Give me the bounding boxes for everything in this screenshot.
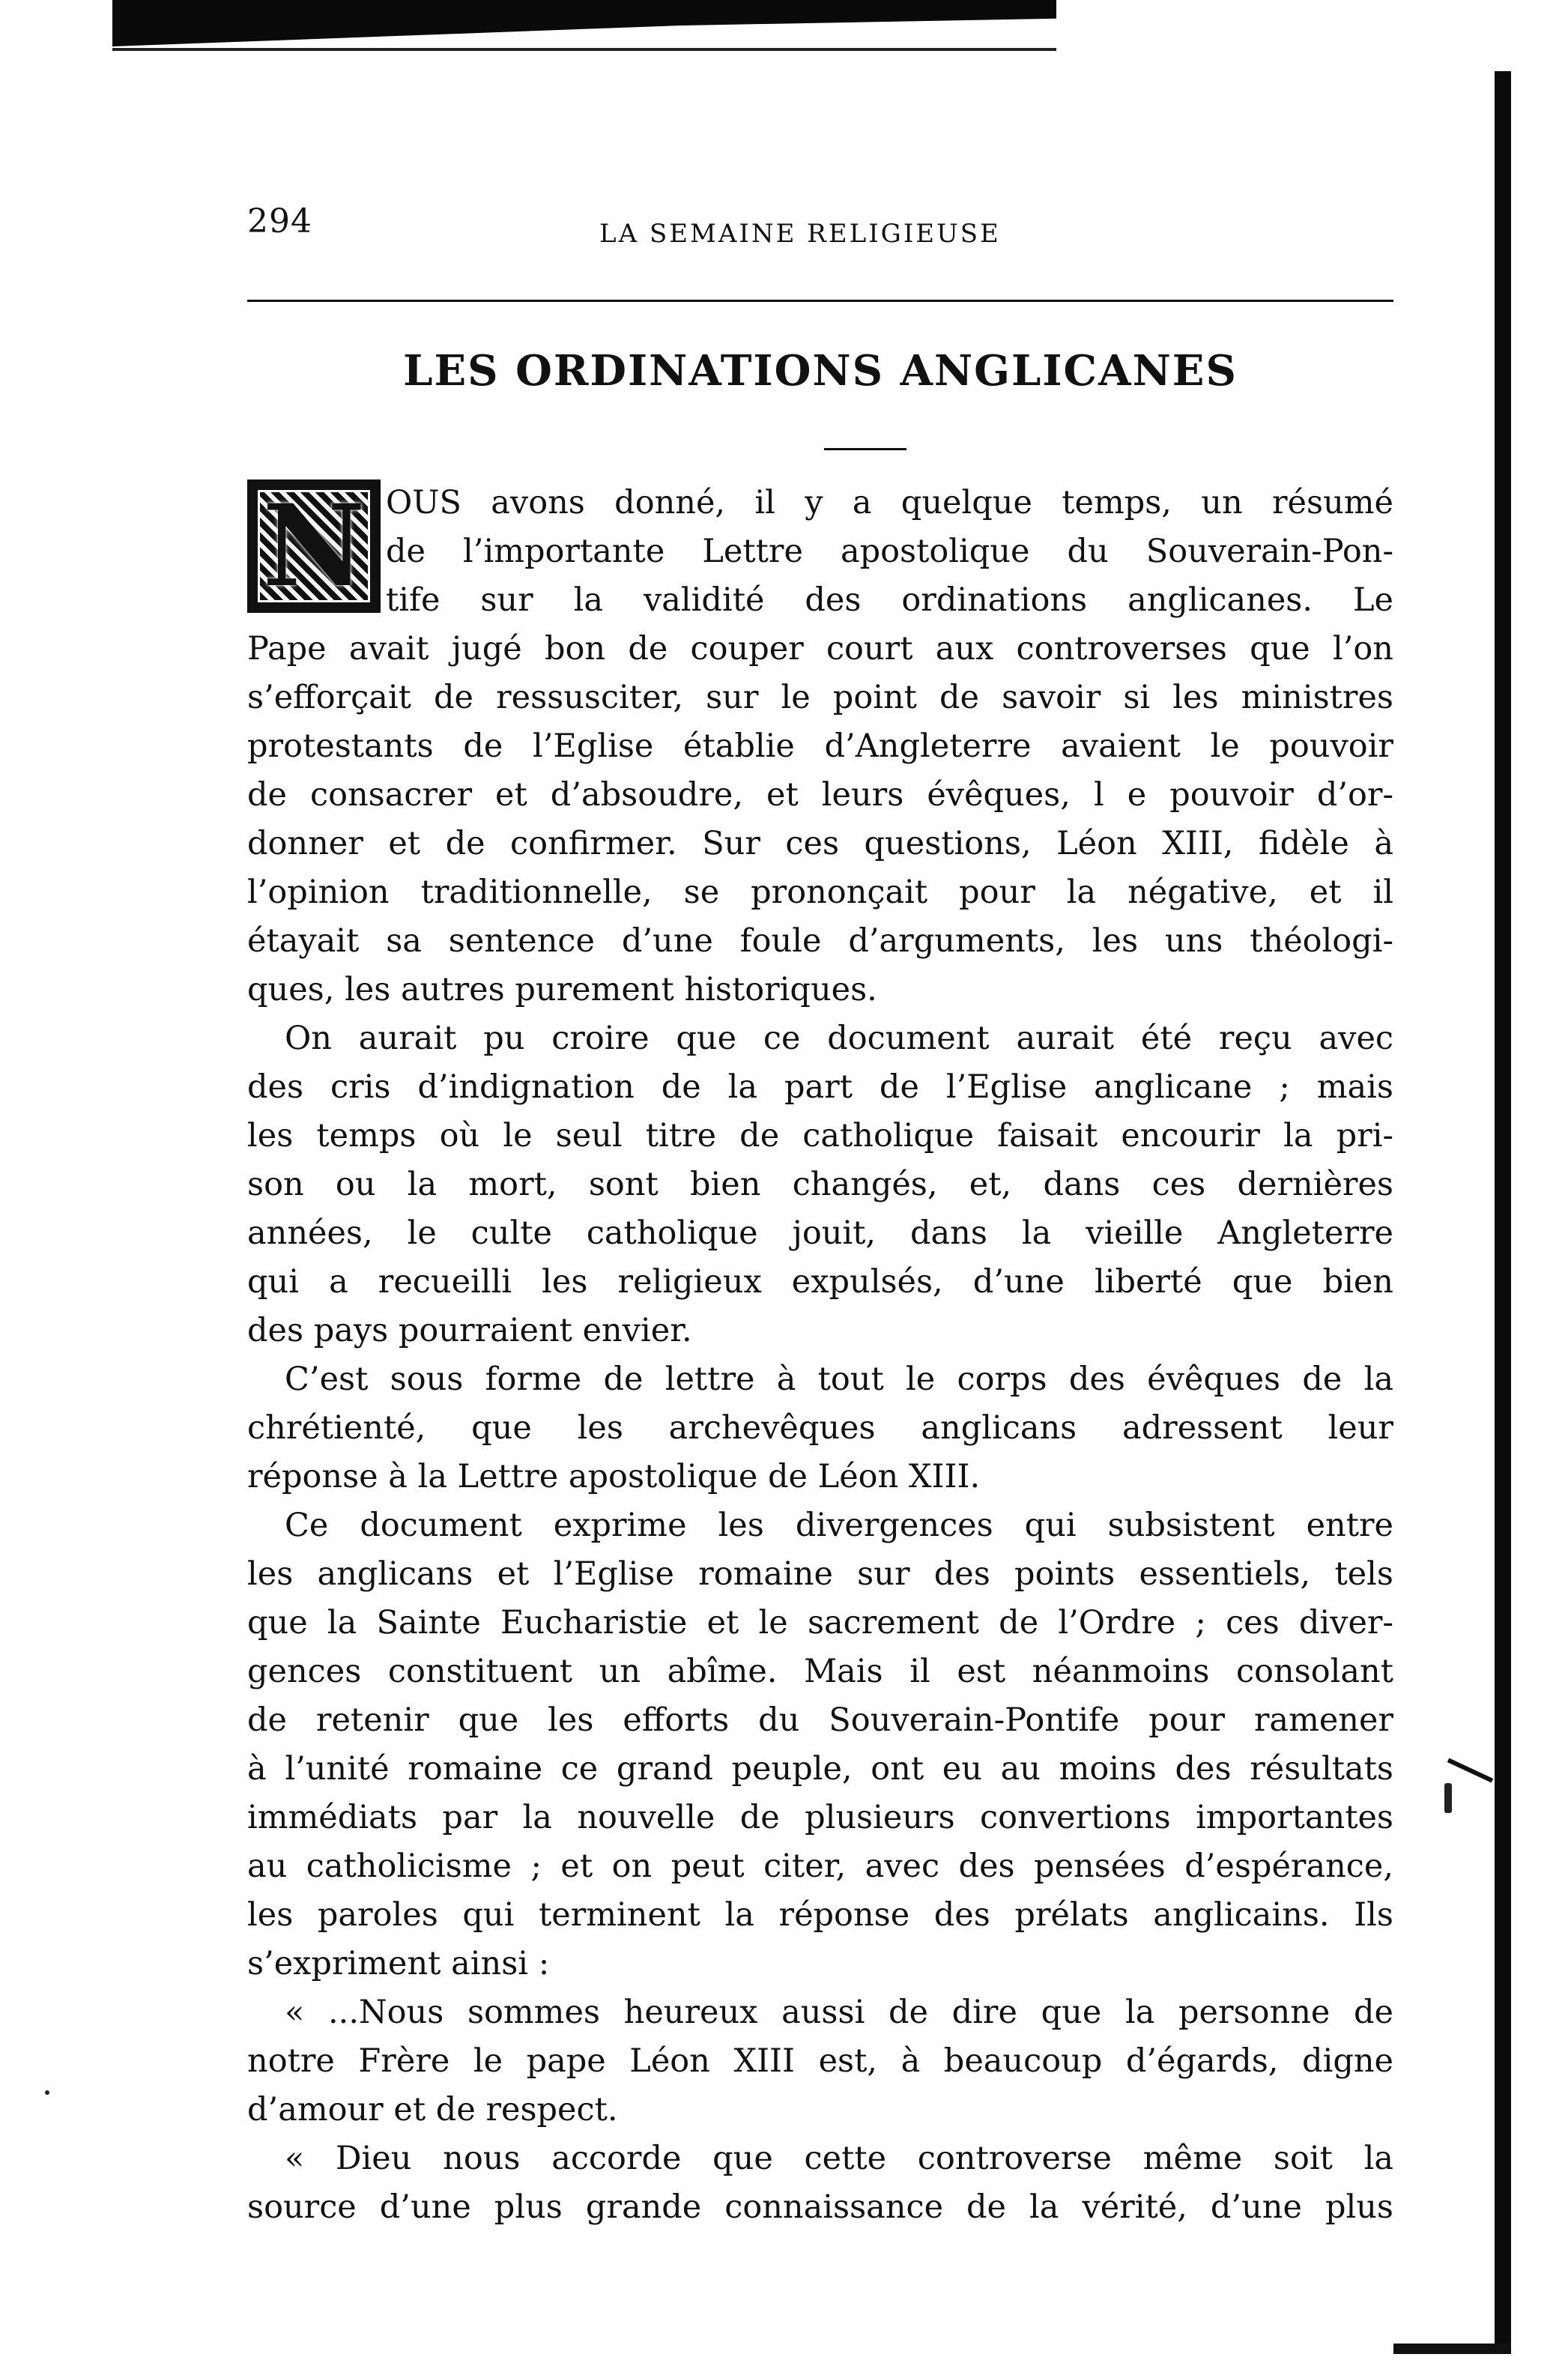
text-line: OUS avons donné, il y a quelque temps, un résumé <box>386 484 1393 521</box>
text-line: donner et de confirmer. Sur ces questions, Léon XIII, fidèle à <box>247 825 1393 862</box>
text-line: les temps où le seul titre de catholique faisait encourir la pri- <box>247 1117 1393 1155</box>
text-line: C’est sous forme de lettre à tout le corps des évêques de la <box>285 1361 1393 1398</box>
text-line: qui a recueilli les religieux expulsés, d’une liberté que bien <box>247 1263 1393 1301</box>
text-line: protestants de l’Eglise établie d’Angleterre avaient le pouvoir <box>247 727 1393 765</box>
scan-speck <box>45 2090 49 2095</box>
scan-edge-right <box>1495 71 1511 2349</box>
title-rule <box>824 448 906 450</box>
text-line: que la Sainte Eucharistie et le sacrement de l’Ordre ; ces diver- <box>247 1604 1393 1642</box>
text-line: notre Frère le pape Léon XIII est, à beaucoup d’égards, digne <box>247 2042 1393 2080</box>
dropcap <box>247 479 381 613</box>
text-line: à l’unité romaine ce grand peuple, ont eu au moins des résultats <box>247 1750 1393 1788</box>
text-line: de l’importante Lettre apostolique du Souverain-Pon- <box>386 533 1393 570</box>
text-line: de retenir que les efforts du Souverain-Pontife pour ramener <box>247 1701 1393 1739</box>
text-line: Pape avait jugé bon de couper court aux controverses que l’on <box>247 630 1393 668</box>
text-line: s’efforçait de ressusciter, sur le point de savoir si les ministres <box>247 679 1393 716</box>
text-line: réponse à la Lettre apostolique de Léon XIII. <box>247 1458 981 1495</box>
article-title: LES ORDINATIONS ANGLICANES <box>403 346 1238 396</box>
text-line: gences constituent un abîme. Mais il est néanmoins consolant <box>247 1653 1393 1690</box>
text-line: années, le culte catholique jouit, dans la vieille Angleterre <box>247 1214 1393 1252</box>
header-rule <box>247 300 1393 302</box>
text-line: des pays pourraient envier. <box>247 1312 692 1349</box>
text-line: les anglicans et l’Eglise romaine sur des points essentiels, tels <box>247 1555 1393 1593</box>
text-line: d’amour et de respect. <box>247 2091 618 2129</box>
text-line: ques, les autres purement historiques. <box>247 971 877 1008</box>
text-line: les paroles qui terminent la réponse des prélats anglicains. Ils <box>247 1896 1393 1934</box>
scan-edge-top <box>112 0 1056 46</box>
scan-edge-bottom <box>1393 2344 1511 2354</box>
text-line: « Dieu nous accorde que cette controverse même soit la <box>285 2140 1393 2177</box>
text-line: son ou la mort, sont bien changés, et, dans ces dernières <box>247 1166 1393 1203</box>
text-line: s’expriment ainsi : <box>247 1945 550 1982</box>
dropcap-letter: N <box>262 480 366 612</box>
text-line: « ...Nous sommes heureux aussi de dire que la personne de <box>285 1994 1393 2031</box>
text-line: l’opinion traditionnelle, se prononçait pour la négative, et il <box>247 874 1393 911</box>
text-line: On aurait pu croire que ce document aurait été reçu avec <box>285 1020 1393 1057</box>
text-line: tife sur la validité des ordinations anglicanes. Le <box>386 581 1393 619</box>
text-line: des cris d’indignation de la part de l’Eglise anglicane ; mais <box>247 1068 1393 1106</box>
scan-edge-top-line <box>112 48 1056 51</box>
text-line: chrétienté, que les archevêques anglicans adressent leur <box>247 1409 1393 1447</box>
text-line: immédiats par la nouvelle de plusieurs convertions importantes <box>247 1799 1393 1836</box>
text-line: de consacrer et d’absoudre, et leurs évêques, l e pouvoir d’or- <box>247 776 1393 814</box>
text-line: Ce document exprime les divergences qui subsistent entre <box>285 1507 1393 1544</box>
text-line: au catholicisme ; et on peut citer, avec des pensées d’espérance, <box>247 1848 1393 1885</box>
text-line: source d’une plus grande connaissance de la vérité, d’une plus <box>247 2188 1393 2226</box>
page-number: 294 <box>247 202 312 240</box>
scan-edge-notch <box>1447 1758 1493 1783</box>
text-line: étayait sa sentence d’une foule d’arguments, les uns théologi- <box>247 922 1393 960</box>
page-header <box>247 202 1393 270</box>
scan-speck <box>1444 1783 1452 1813</box>
running-head: LA SEMAINE RELIGIEUSE <box>599 219 1001 249</box>
